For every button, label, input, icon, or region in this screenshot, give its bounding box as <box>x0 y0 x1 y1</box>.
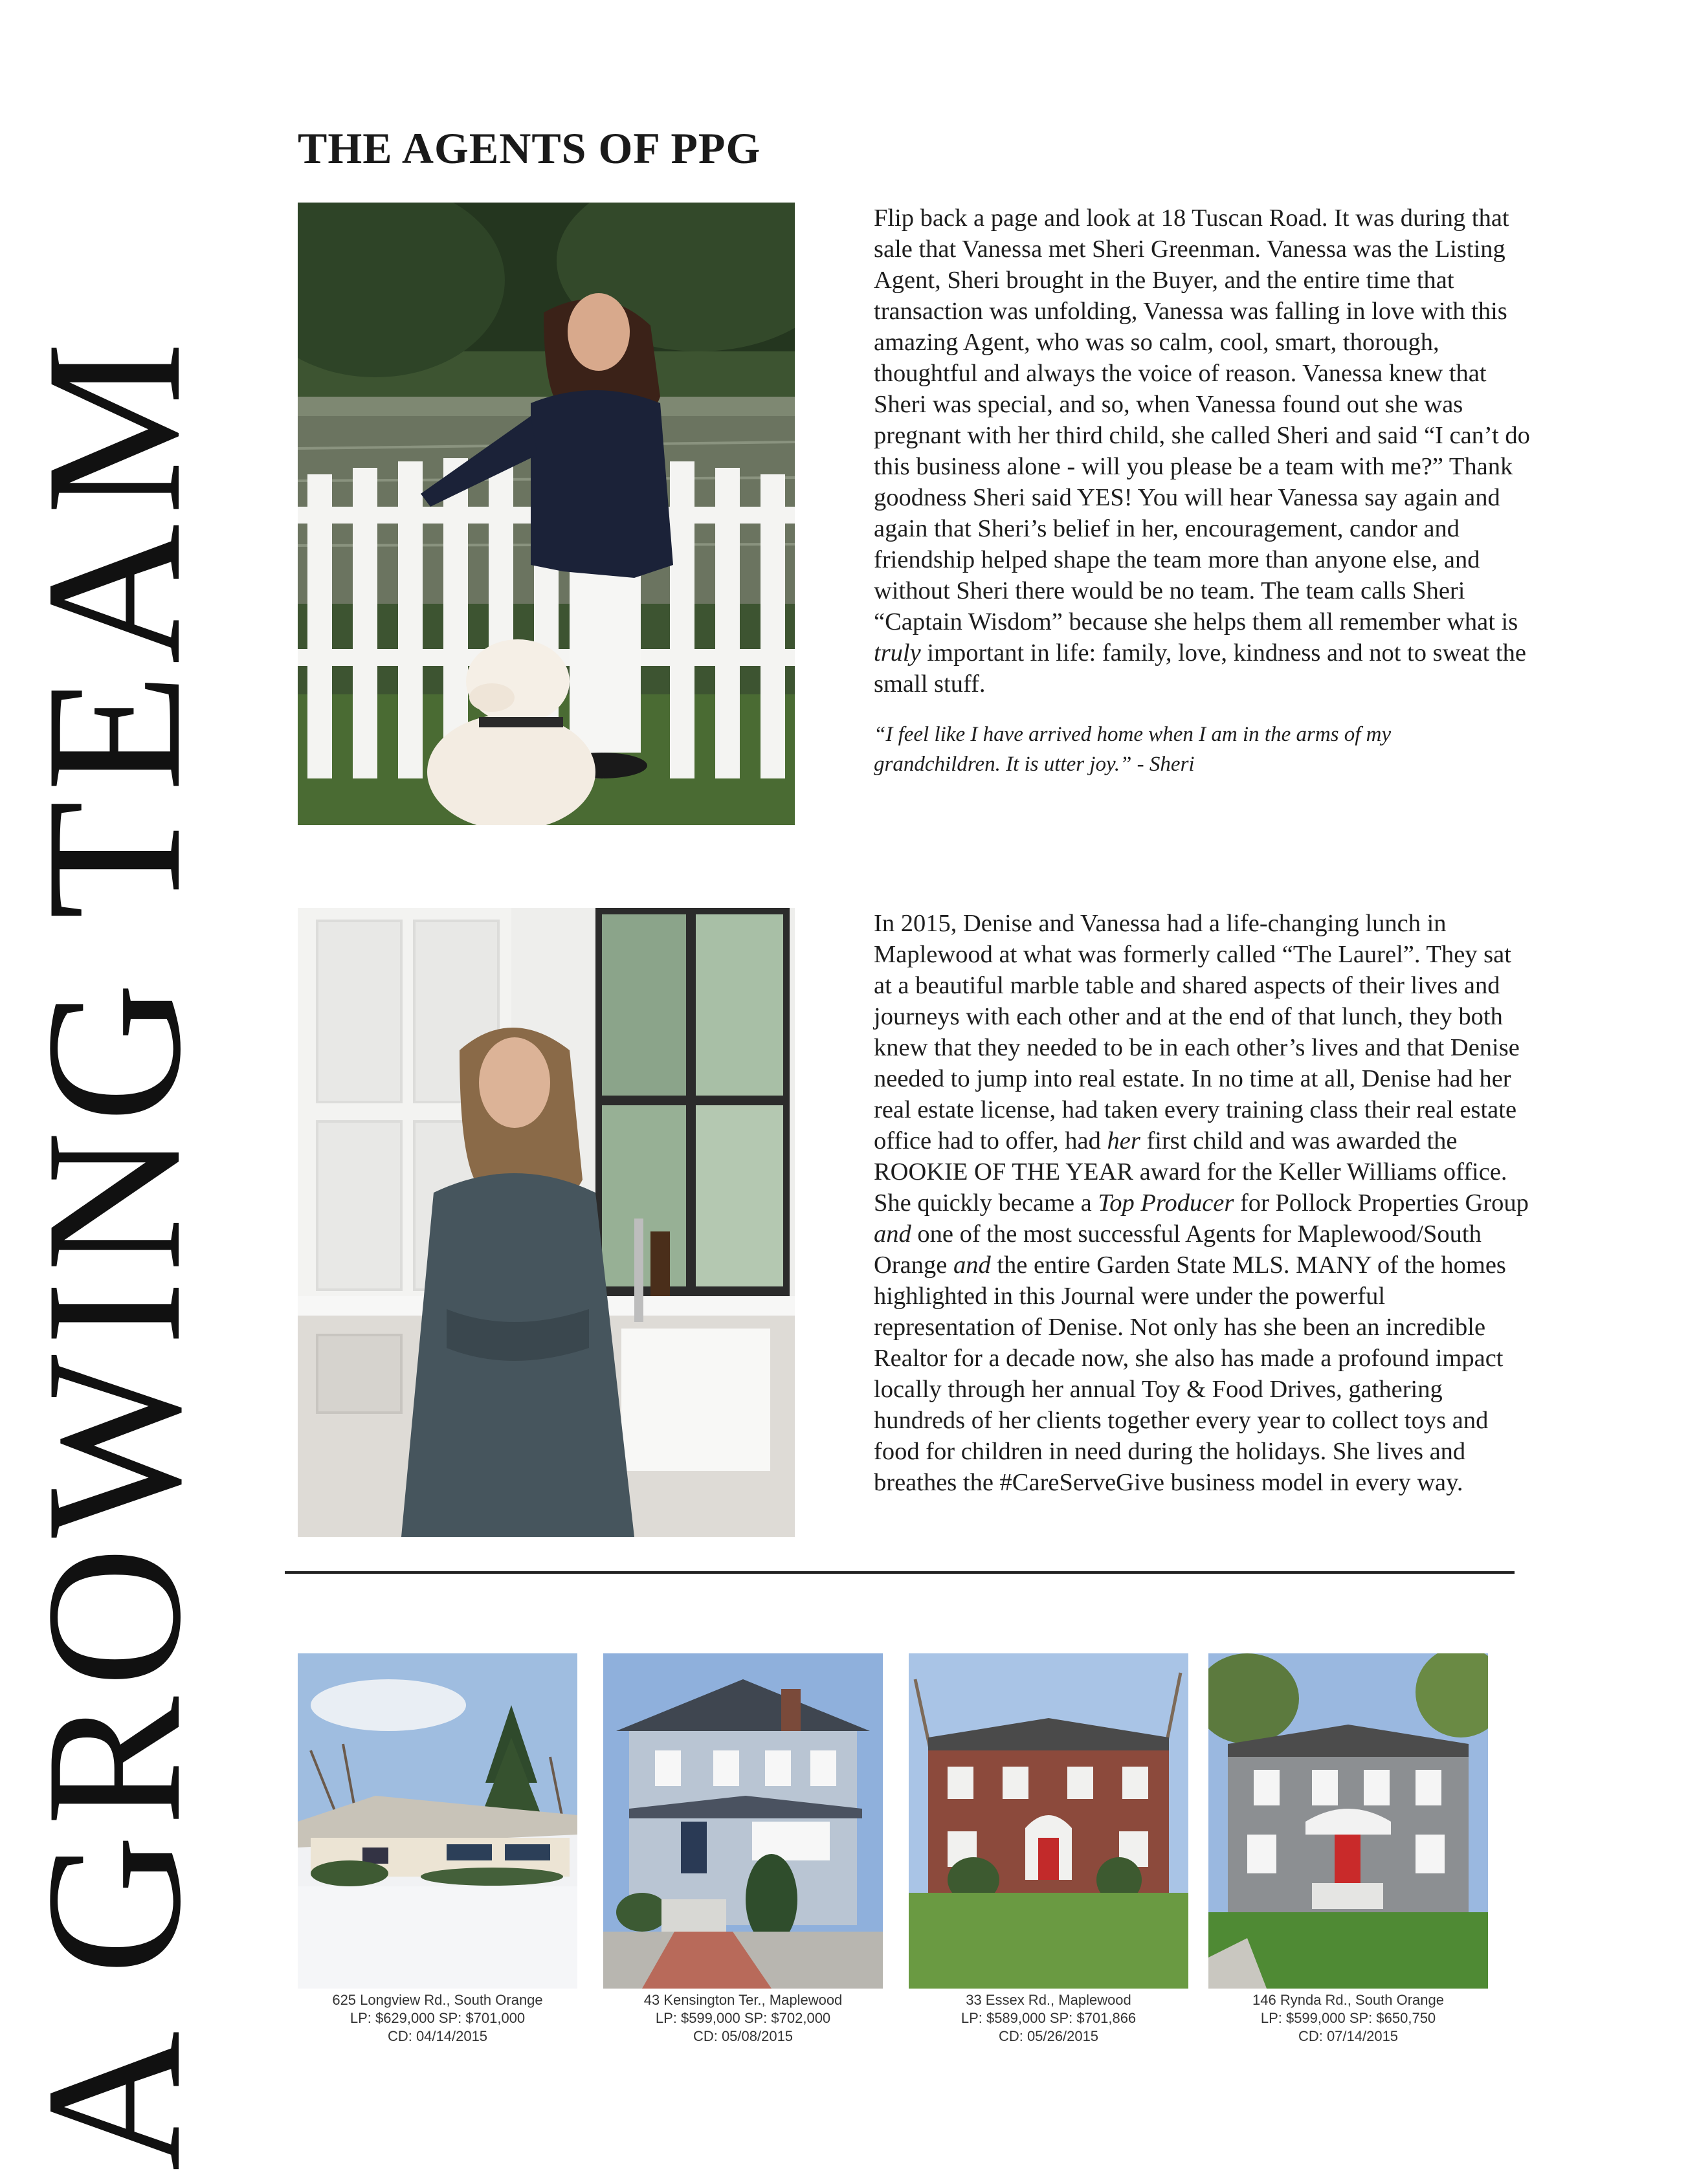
listing-closed-date: CD: 04/14/2015 <box>387 2028 488 2044</box>
listing-caption <box>1208 1991 1488 2046</box>
listing-card <box>1208 1653 1488 2046</box>
side-title: A GROWING TEAM <box>6 333 221 2171</box>
listing-address: 625 Longview Rd., South Orange <box>332 1992 543 2008</box>
listing-card <box>909 1653 1188 2046</box>
listing-photo <box>603 1653 883 1989</box>
agent-sheri-quote: “I feel like I have arrived home when I am in the arms of my grandchildren. It is utter joy.” - Sheri <box>874 723 1392 776</box>
listing-caption <box>298 1991 577 2046</box>
listing-address: 43 Kensington Ter., Maplewood <box>643 1992 843 2008</box>
listing-photo <box>909 1653 1188 1989</box>
agent-sheri-bio: Flip back a page and look at 18 Tuscan Road. It was during that sale that Vanessa met Sheri Greenman. Vanessa was the Listing Agent, Sheri brought in the Buyer, and the entire time that transaction was unfolding, Vanessa was falling in love with this amazing Agent, who was so calm, cool, smart, thorough, thoughtful and always the voice of reason. Vanessa knew that Sheri was special, and so, when Vanessa found out she was pregnant with her third child, she called Sheri and said “I can’t do this business alone - will you please be a team with me?” Thank goodness Sheri said YES! You will hear Vanessa say again and again that Sheri’s belief in her, encouragement, candor and friendship helped shape the team more than anyone else, and without Sheri there would be no team. The team calls Sheri “Captain Wisdom” because she helps them all remember what is truly important in life: family, love, kindness and not to sweat the small stuff. <box>874 204 1530 698</box>
listing-prices: LP: $589,000 SP: $701,866 <box>961 2010 1137 2026</box>
listing-card <box>298 1653 577 2046</box>
listing-photo <box>1208 1653 1488 1989</box>
brick-colonial-house-icon <box>909 1653 1188 1989</box>
listing-photo <box>298 1653 577 1989</box>
listing-closed-date: CD: 05/08/2015 <box>693 2028 794 2044</box>
listing-address: 33 Essex Rd., Maplewood <box>966 1992 1131 2008</box>
gray-colonial-red-door-house-icon <box>1208 1653 1488 1989</box>
listing-caption <box>909 1991 1188 2046</box>
agent-portrait-sheri-with-dog-icon <box>298 203 795 825</box>
listing-card <box>603 1653 883 2046</box>
section-divider <box>285 1571 1515 1574</box>
listing-address: 146 Rynda Rd., South Orange <box>1252 1992 1444 2008</box>
agent-denise-bio: In 2015, Denise and Vanessa had a life-changing lunch in Maplewood at what was formerly called “The Laurel”. They sat at a beautiful marble table and shared aspects of their lives and journeys with each other and at the end of that lunch, they both knew that they needed to be in each other’s lives and that Denise needed to jump into real estate. In no time at all, Denise had her real estate license, had taken every training class their real estate office had to offer, had her first child and was awarded the ROOKIE OF THE YEAR award for the Keller Williams office. She quickly became a Top Producer for Pollock Properties Group and one of the most successful Agents for Maplewood/South Orange and the entire Garden State MLS. MANY of the homes highlighted in this Journal were under the powerful representation of Denise. Not only has she been an incredible Realtor for a decade now, she also has made a profound impact locally through her annual Toy & Food Drives, gathering hundreds of her clients together every year to collect toys and food for children in need during the holidays. She lives and breathes the #CareServeGive business model in every way. <box>874 910 1529 1496</box>
agent-sheri-photo <box>298 203 795 825</box>
agent-portrait-denise-in-kitchen-icon <box>298 908 795 1537</box>
listing-caption <box>603 1991 883 2046</box>
page-title: THE AGENTS OF PPG <box>298 124 761 173</box>
listing-prices: LP: $629,000 SP: $701,000 <box>350 2010 526 2026</box>
listing-prices: LP: $599,000 SP: $702,000 <box>655 2010 831 2026</box>
listing-prices: LP: $599,000 SP: $650,750 <box>1260 2010 1436 2026</box>
listing-closed-date: CD: 05/26/2015 <box>998 2028 1099 2044</box>
listing-closed-date: CD: 07/14/2015 <box>1298 2028 1399 2044</box>
ranch-house-in-snow-icon <box>298 1653 577 1989</box>
blue-colonial-house-icon <box>603 1653 883 1989</box>
agent-denise-photo <box>298 908 795 1537</box>
